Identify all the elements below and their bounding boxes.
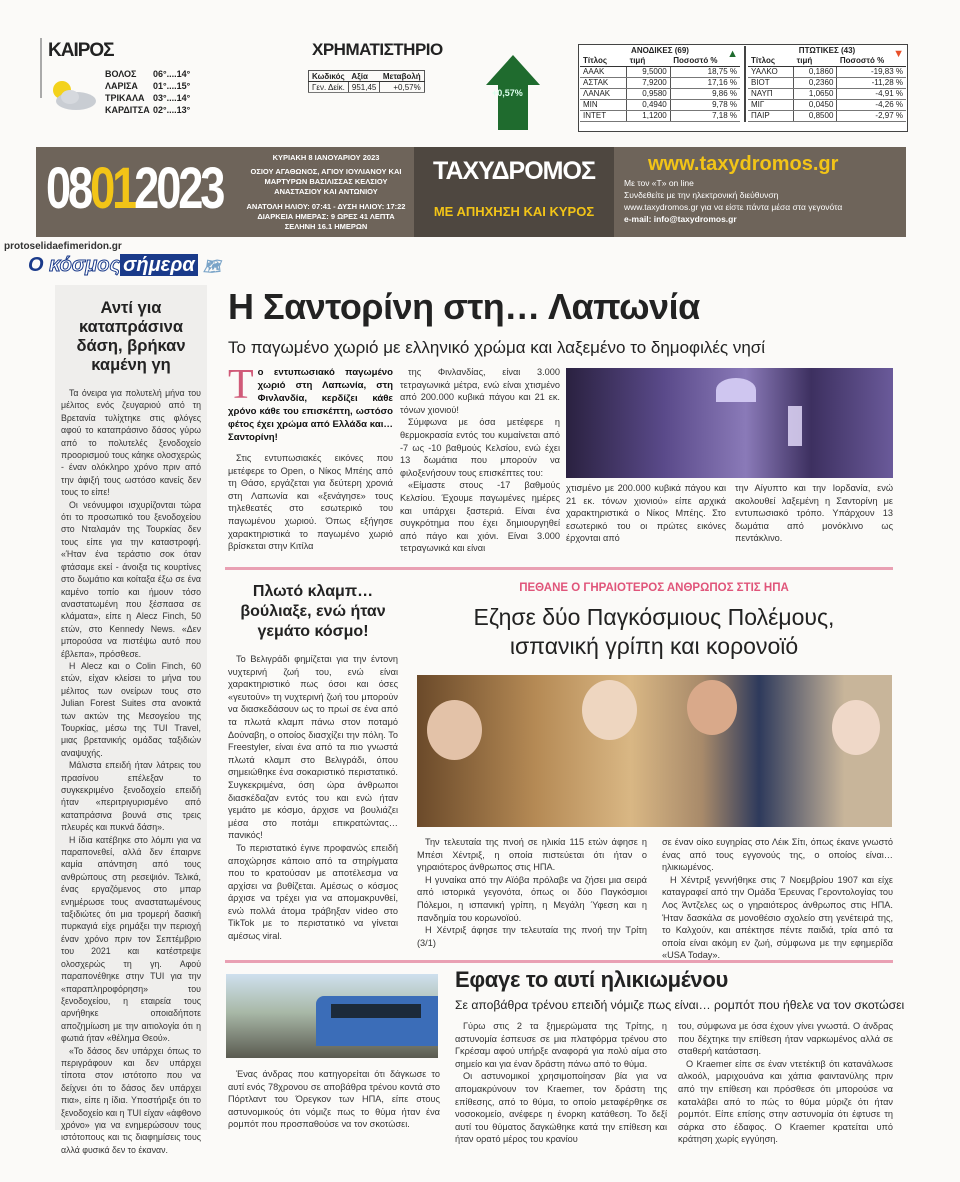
table-row	[580, 77, 740, 88]
weather-row	[105, 104, 190, 116]
cell: -2,97 %	[837, 110, 906, 121]
cell: 0,1860	[794, 66, 837, 77]
ear-col-2	[678, 1020, 893, 1146]
paragraph: σε έναν οίκο ευγηρίας στο Λέικ Σίτι, όπως έκανε γνωστό ένας από τους εγγονούς της, ο οποίος είναι… ηλικιωμένος.	[662, 837, 893, 873]
kicker: ΠΕΘΑΝΕ Ο ΓΗΡΑΙΟΤΕΡΟΣ ΑΝΘΡΩΠΟΣ ΣΤΙΣ ΗΠΑ	[519, 582, 789, 594]
lead-intro: ο εντυπωσιακό παγωμένο χωριό στη Λαπωνία, στη Φινλανδία, κερδίζει κάθε χρόνο κάθε του επισκέπτη, ωστόσο φέτος έχει χρώμα από Ελλάδα και… Σαντορίνη!	[228, 367, 393, 443]
cell: 17,16 %	[670, 77, 740, 88]
table-row	[748, 66, 906, 77]
drop-cap: Τ	[228, 362, 254, 408]
cell: ΑΑΑΚ	[580, 66, 627, 77]
article-title: Πλωτό κλαμπ… βούλιαξε, ενώ ήταν γεμάτο κόσμο!	[240, 583, 386, 640]
oldest-headline	[415, 603, 893, 661]
info-line: www.taxydromos.gr για να είστε πάντα μέσα στα γεγονότα	[624, 202, 843, 212]
cell: 9,5000	[627, 66, 671, 77]
arrow-label: +0,57%	[492, 88, 523, 98]
day: ΚΥΡΙΑΚΗ 8 ΙΑΝΟΥΑΡΙΟΥ 2023	[272, 153, 380, 162]
oldest-col-2	[662, 836, 893, 962]
weather-row	[105, 68, 190, 80]
gainers-table	[580, 46, 740, 122]
cell: -4,26 %	[837, 99, 906, 110]
cell: -19,83 %	[837, 66, 906, 77]
city: ΒΟΛΟΣ	[105, 69, 137, 79]
stock-index-table	[308, 70, 425, 93]
col-header: Ποσοστό %	[670, 55, 740, 66]
cell: ΜΙΝ	[580, 99, 627, 110]
paper-name: ΤΑΧΥΔΡΟΜΟΣ	[433, 157, 595, 185]
col-header: τιμή	[794, 55, 837, 66]
cell: ΙΝΤΕΤ	[580, 110, 627, 121]
losers-title: ΠΤΩΤΙΚΕΣ (43)	[798, 46, 856, 55]
article-subtitle: Σε αποβάθρα τρένου επειδή νόμιζε πως είναι… ρομπότ που ήθελε να τον σκοτώσει	[455, 998, 905, 1012]
table-row	[580, 110, 740, 121]
masthead-banner	[36, 147, 906, 237]
table-row	[580, 66, 740, 77]
section-word: Ο	[28, 254, 44, 276]
losers-table	[744, 46, 906, 122]
headline-line: Εζησε δύο Παγκόσμιους Πολέμους,	[473, 604, 835, 630]
train-platform-photo	[226, 974, 438, 1058]
city: ΚΑΡΔΙΤΣΑ	[105, 105, 150, 115]
paragraph: «Το δάσος δεν υπάρχει όπως το περιγράφουν και δεν υπάρχει τίποτα στον ιστότοπο που να δείχνει ότι το δάσος δεν υπάρχει πια», είπε η ίδια. Υποστήριξε ότι το ξενοδοχείο και η TUI είχαν «άφθονο χρόνο» για να ενημερώσουν τους ιστότοπους και τις διαφημίσεις τους αλλά φυσικά δεν το έκαναν.	[61, 1045, 201, 1155]
lead-col-1	[228, 362, 393, 553]
cell: 0,9580	[627, 88, 671, 99]
paragraph: Την τελευταία της πνοή σε ηλικία 115 ετών άφησε η Μπέσι Χέντριξ, η οποία πιστεύεται ότι ήταν ο γηραιότερος άνθρωπος στις ΗΠΑ.	[417, 837, 647, 873]
cell: -4,91 %	[837, 88, 906, 99]
section-logo	[28, 254, 221, 277]
cell: 1,1200	[627, 110, 671, 121]
paragraph: Η Χέντριξ γεννήθηκε στις 7 Νοεμβρίου 1907 και είχε καταγραφεί από την Ομάδα Έρευνας Γεροντολογίας του Λος Άντζελες ως ο γηραιότερος άνθρωπος στις ΗΠΑ. Ήταν δασκάλα σε μονοθέσιο σχολείο στη γενέτειρά της, το Καλχούν, και απέκτησε πέντε παιδιά, τρία από τα οποία είναι ακόμη εν ζωή, σύμφωνα με την εφημερίδα «USA Today».	[662, 874, 893, 961]
table-row	[580, 88, 740, 99]
cell: ΒΙΟΤ	[748, 77, 794, 88]
article-title: Εφαγε το αυτί ηλικιωμένου	[455, 967, 728, 992]
paragraph: Η Alecz και ο Colin Finch, 60 ετών, είχαν κλείσει το μήνα του μέλιτος των ονείρων τους στο Julian Forest Suites στα ανοικτά των ακτών της Μεσογείου της Τουρκίας, μέσω της TUI Travel, μιας βρετανικής ομάδας ταξιδιών αναψυχής.	[61, 660, 201, 758]
weather-title: ΚΑΙΡΟΣ	[48, 40, 114, 61]
motto: ΜΕ ΑΠΗΧΗΣΗ ΚΑΙ ΚΥΡΟΣ	[433, 204, 595, 219]
moon: ΣΕΛΗΝΗ 16.1 ΗΜΕΡΩΝ	[284, 222, 368, 231]
paragraph: του, σύμφωνα με όσα έχουν γίνει γνωστά. Ο άνδρας που δέχτηκε την επίθεση ήταν ναρκωμένος αλλά σε σταθερή κατάσταση.	[678, 1021, 893, 1057]
photo-detail	[427, 700, 482, 760]
cell: 0,0450	[794, 99, 837, 110]
cell: 0,8500	[794, 110, 837, 121]
weather-list	[105, 68, 190, 116]
oldest-col-1	[417, 836, 647, 949]
up-arrow-icon: ▲	[727, 48, 738, 60]
date-details	[242, 153, 410, 232]
email-link[interactable]: e-mail: info@taxydromos.gr	[624, 214, 737, 224]
cell: ΜΙΓ	[748, 99, 794, 110]
paragraph: Γύρω στις 2 τα ξημερώματα της Τρίτης, η αστυνομία έσπευσε σε μια πλατφόρμα τρένου στο Γκρέσαμ αφού υπήρξε αναφορά για πολύ αίμα στο σημείο και για έναν δράστη πάνω από το θύμα.	[455, 1021, 667, 1069]
day-length: ΔΙΑΡΚΕΙΑ ΗΜΕΡΑΣ: 9 ΩΡΕΣ 41 ΛΕΠΤΑ	[257, 212, 395, 221]
cell: 0,2360	[794, 77, 837, 88]
ear-col-1	[455, 1020, 667, 1146]
cell: ΝΑΥΠ	[748, 88, 794, 99]
photo-caption	[228, 1068, 440, 1131]
photo-detail	[788, 406, 802, 446]
col-header: Ποσοστό %	[837, 55, 906, 66]
city: ΤΡΙΚΑΛΑ	[105, 93, 145, 103]
photo-detail	[687, 680, 737, 735]
table-row	[748, 99, 906, 110]
online-info	[624, 151, 904, 225]
cell: Γεν. Δείκ.	[309, 82, 349, 93]
cell: 9,86 %	[670, 88, 740, 99]
photo-detail	[832, 700, 880, 755]
paragraph: Ένας άνδρας που κατηγορείται ότι δάγκωσε το αυτί ενός 78χρονου σε αποβάθρα τρένου κοντά στο Πόρτλαντ του Όρεγκον των ΗΠΑ, είπε στους αστυνομικούς ότι νόμιζε πως το θύμα ήταν ένα ρομπότ που προσπαθούσε να τον σκοτώσει.	[228, 1069, 440, 1130]
cell: 9,78 %	[670, 99, 740, 110]
paragraph: την Αίγυπτο και την Ιορδανία, ενώ ακολουθεί λαξεμένη η Σαντορίνη με εντυπωσιακό τρόπο. Υπάρχουν 13 δωμάτια από μονόκλινο ως πεντάκλινο.	[735, 483, 893, 544]
date-day: 08	[46, 156, 91, 221]
cell: 7,18 %	[670, 110, 740, 121]
cell: +0,57%	[380, 82, 424, 93]
col-header: Τίτλος	[748, 55, 794, 66]
weather-row	[105, 92, 190, 104]
website-link[interactable]: www.taxydromos.gr	[648, 153, 839, 175]
cell: ΥΑΛΚΟ	[748, 66, 794, 77]
section-word: κόσμος	[49, 254, 121, 276]
table-row	[580, 99, 740, 110]
paragraph: Οι νεόνυμφοι ισχυρίζονται τώρα ότι το προσωπικό του ξενοδοχείου στο Νταλαμάν της Τουρκίας δεν τους είπε για την καταστροφή. «Ήταν ένα τεράστιο σοκ όταν φτάσαμε εκεί - άνοιξα τις κουρτίνες στο δωμάτιο και κοίταξα έξω σε ένα καμένο τοπίο και ήμουν τόσο αναστατωμένη που ξέσπασα σε κλάματα», είπε η Alecz Finch, 50 ετών, στο Kennedy News. «Δεν μπορούσα να πιστέψω αυτό που έβλεπα», πρόσθεσε.	[61, 499, 201, 659]
globe-map-icon: 🗺	[203, 258, 222, 274]
divider	[225, 960, 893, 963]
paragraph: Η ίδια κατέβηκε στο λόμπι για να παραπονεθεί, αλλά δεν έπαιρνε καμία απάντηση από τους ανθρώπους στη ρεσεψιόν. Τελικά, ένας εργαζόμενος στο μπαρ ενημέρωσε τους αναστατωμένους ταξιδιώτες ότι μια τρομερή δασική πυρκαγιά είχε ρημάξει την περιοχή έναν χρόνο πριν τον Σεπτέμβριο του 2021 και κατέστρεψε ολοσχερώς τη γη. Αφού παραπονέθηκε στην TUI για την «παραπληροφόρηση» του ξενοδοχείου, η εταιρεία τους αρνήθηκε οποιαδήποτε αποζημίωση με την αιτιολογία ότι η φωτιά ήταν «θέλημα Θεού».	[61, 834, 201, 1044]
photo-detail	[331, 1004, 421, 1018]
lead-col-3	[566, 482, 726, 545]
cell: 18,75 %	[670, 66, 740, 77]
partly-cloudy-icon	[48, 78, 98, 112]
col-header: Τίτλος	[580, 55, 627, 66]
sidebar-article	[55, 285, 207, 1155]
cell: ΠΑΙΡ	[748, 110, 794, 121]
cell: 0,4940	[627, 99, 671, 110]
paragraph: Το περιστατικό έγινε προφανώς επειδή αποχώρησε κάποιο από τα στηρίγματα που το κρατούσαν με αποτέλεσμα να αρχίσει να βυθίζεται. Αμέσως ο κόσμος άρχισε να τρέχει για να απομακρυνθεί, ενώ πολλά άτομα τράβηξαν video στο TikTok με το περιστατικό να γίνεται αμέσως viral.	[228, 842, 398, 942]
photo-detail	[582, 680, 637, 740]
temp: 01°....15°	[153, 81, 191, 91]
lead-headline: Η Σαντορίνη στη… Λαπωνία	[228, 286, 700, 327]
lead-col-2	[400, 366, 560, 555]
city: ΛΑΡΙΣΑ	[105, 81, 138, 91]
ice-hotel-photo	[566, 368, 893, 478]
paragraph: Το Βελιγράδι φημίζεται για την έντονη νυχτερινή ζωή του, ενώ είναι χαρακτηριστικό πως όσοι και όσες «γευτούν» τη νυχτερινή ζωή του μπορούν να διασκεδάσουν ως το πρωί σε ένα από τα πλωτά κλαμπ πάνω στον ποταμό Δούναβη, ο οποίος διασχίζει την πόλη. Το Freestyler, είναι ένα από τα πιο γνωστά πλωτά κλαμπ στο Βελιγράδι, όπου σημειώθηκε ένα σοκαριστικό περιστατικό. Συγκεκριμένα, όση ώρα άνθρωποι διασκέδαζαν εντός του και ενώ ήταν γεμάτο με κόσμο, άρχισε να βουλιάζει μέσα στο ποτάμι επικρατώντας… πανικός!	[228, 654, 398, 841]
photo-detail	[716, 378, 756, 402]
paragraph: Οι αστυνομικοί χρησιμοποίησαν βία για να απομακρύνουν τον Kraemer, τον δράστη της επίθεσης, από το θύμα, το οποίο μεταφέρθηκε σε νοσοκομείο, ανέφερε η ένορκη κατάθεση. Το δεξί αυτί του θύματος δαγκώθηκε κατά την επίθεση και ήταν ορατό μέρος του κρανίου	[455, 1071, 667, 1145]
cell: ΛΑΝΑΚ	[580, 88, 627, 99]
paragraph: Ο Kraemer είπε σε έναν ντετέκτιβ ότι κατανάλωσε αλκοόλ, μαριχουάνα και χάπια φαιντανύλης πριν από την επίθεση και πρόσθεσε ότι μπορούσε να καταλάβει από το πώς το θύμα μύριζε ότι ήταν ρομπότ. Είπε επίσης στην αστυνομία ότι έφτυσε τη σάρκα στο έδαφος. Ο Kraemer κρατείται υπό κράτηση χωρίς εγγύηση.	[678, 1058, 893, 1145]
cell: ΑΣΤΑΚ	[580, 77, 627, 88]
paragraph: Τα όνειρα για πολυτελή μήνα του μέλιτος ενός ζευγαριού από τη Βρετανία τυλίχτηκε στις φλόγες αφού το καταπράσινο δάσος γύρω από το πολυτελές ξενοδοχείο προορισμού τους κάηκε ολοσχερώς - έναν ολόκληρο χρόνο πριν από την άφιξή τους ωστόσο κανείς δεν τους το είπε!	[61, 388, 201, 498]
paragraph: Στις εντυπωσιακές εικόνες που μετέφερε το Open, ο Νίκος Μπέης από τη Θάσο, εργάζεται για δεύτερη χρονιά στη Λαπωνία και «ξενάγησε» τους τηλεθεατές στο εσωτερικό του παγωμένου χωριού. Όπως εξήγησε χαρακτηριστικά το παγωμένο χωριό βρίσκεται στην Κιτίλα	[228, 453, 393, 552]
date-year: 2023	[134, 156, 223, 221]
club-body	[228, 653, 398, 943]
temp: 06°....14°	[153, 69, 191, 79]
table-row	[748, 110, 906, 121]
paragraph: «Είμαστε στους -17 βαθμούς Κελσίου. Έχουμε παγωμένες ημέρες και υπάρχει ξαστεριά. Είναι ένα συγκρότημα που έχει δημιουργηθεί από πάγο και χιόνι. Είναι 3.000 τετραγωνικά και είναι	[400, 480, 560, 554]
saints: ΟΣΙΟΥ ΑΓΑΘΩΝΟΣ, ΑΓΙΟΥ ΙΟΥΛΙΑΝΟΥ ΚΑΙ ΜΑΡΤΥΡΩΝ ΒΑΣΙΛΙΣΣΑΣ ΚΕΛΣΙΟΥ ΑΝΑΣΤΑΣΙΟΥ ΚΑΙ ΑΝΤΩΝΙΟΥ	[250, 167, 402, 196]
temp: 02°....13°	[153, 105, 191, 115]
down-arrow-icon: ▼	[893, 48, 904, 60]
section-word: σήμερα	[120, 254, 198, 276]
divider	[40, 38, 42, 98]
col-header: Μεταβολή	[380, 71, 424, 82]
cell: 1,0650	[794, 88, 837, 99]
watermark: protoselidaefimeridon.gr	[4, 241, 122, 252]
weather-row	[105, 80, 190, 92]
cell: 7,9200	[627, 77, 671, 88]
headline-line: ισπανική γρίπη και κορονοϊό	[509, 633, 799, 659]
cell: -11,28 %	[837, 77, 906, 88]
table-row	[748, 88, 906, 99]
stock-title: ΧΡΗΜΑΤΙΣΤΗΡΙΟ	[312, 40, 443, 59]
col-header: Κωδικός	[309, 71, 349, 82]
article-title: Αντί για καταπράσινα δάση, βρήκαν καμένη γη	[76, 299, 186, 374]
sun-times: ΑΝΑΤΟΛΗ ΗΛΙΟΥ: 07:41 - ΔΥΣΗ ΗΛΙΟΥ: 17:22	[246, 202, 406, 211]
paragraph: Μάλιστα επειδή ήταν λάτρεις του πρασίνου επέλεξαν το συγκεκριμένο ξενοδοχείο επειδή ήταν «περιτριγυρισμένο από καταπράσινα βουνά στις τρεις πλευρές και πυκνά δάση».	[61, 760, 201, 833]
paragraph: χτισμένο με 200.000 κυβικά πάγου και 21 εκ. τόνων χιονιού» είπε αρχικά χαρακτηριστικά ο Νίκος Μπέης. Στο εσωτερικό του οι πρώτες εικόνες έρχονται από	[566, 483, 726, 544]
col-header: Αξία	[348, 71, 379, 82]
gainers-title: ΑΝΟΔΙΚΕΣ (69)	[631, 46, 689, 55]
paragraph: της Φινλανδίας, είναι 3.000 τετραγωνικά μέτρα, ενώ είναι χτισμένο από 200.000 κυβικά πάγου και 21 εκ. τόνων χιονιού!	[400, 367, 560, 415]
lead-subtitle: Το παγωμένο χωριό με ελληνικό χρώμα και λαξεμένο το δημοφιλές νησί	[228, 338, 766, 357]
lead-col-4	[735, 482, 893, 545]
paragraph: Η Χέντριξ άφησε την τελευταία της πνοή την Τρίτη (3/1)	[417, 925, 647, 948]
table-row	[748, 77, 906, 88]
divider	[225, 567, 893, 570]
elderly-group-photo	[417, 675, 892, 827]
paper-logo-box	[414, 147, 614, 237]
info-line: Συνδεθείτε με την ηλεκτρονική διεύθυνση	[624, 190, 779, 200]
temp: 03°....14°	[153, 93, 191, 103]
date-month: 01	[90, 156, 135, 221]
cell: 951,45	[348, 82, 379, 93]
col-header: τιμή	[627, 55, 671, 66]
paragraph: Σύμφωνα με όσα μετέφερε η θερμοκρασία εντός του κυμαίνεται από -7 ως -10 βαθμούς Κελσίου, ενώ έχει 13 δωμάτια που μπορούν να φιλοξενήσουν τους επισκέπτες του:	[400, 417, 560, 478]
up-arrow-icon	[486, 55, 540, 130]
paragraph: Η γυναίκα από την Αϊόβα πρόλαβε να ζήσει μια σειρά από ιστορικά γεγονότα, όπως οι δύο Παγκόσμιοι Πόλεμοι, η ισπανική γρίπη, η Μεγάλη Ύφεση και η πανδημία του κορωνοϊού.	[417, 874, 647, 923]
info-line: Με τον «Τ» on line	[624, 178, 694, 188]
date-large	[46, 155, 222, 222]
